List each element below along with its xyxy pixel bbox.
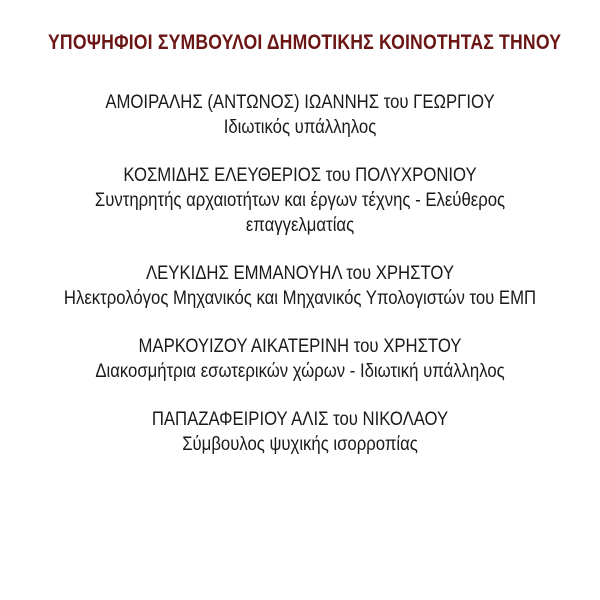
candidate-occupation: Σύμβουλος ψυχικής ισορροπίας — [182, 434, 418, 455]
candidate-occupation: Ηλεκτρολόγος Μηχανικός και Μηχανικός Υπολογιστών του ΕΜΠ — [63, 288, 537, 309]
candidate-occupation: Διακοσμήτρια εσωτερικών χώρων - Ιδιωτική υπάλληλος — [95, 361, 505, 382]
candidate-name: ΛΕΥΚΙΔΗΣ ΕΜΜΑΝΟΥΗΛ του ΧΡΗΣΤΟΥ — [145, 263, 454, 284]
candidate-item — [0, 261, 600, 311]
candidate-occupation: Ιδιωτικός υπάλληλος — [223, 117, 377, 138]
candidate-name: ΚΟΣΜΙΔΗΣ ΕΛΕΥΘΕΡΙΟΣ του ΠΟΛΥΧΡΟΝΙΟΥ — [123, 165, 477, 186]
candidate-item — [0, 163, 600, 238]
candidate-occupation: Συντηρητής αρχαιοτήτων και έργων τέχνης - Ελεύθερος επαγγελματίας — [94, 190, 506, 236]
candidate-item — [0, 407, 600, 457]
page-title: ΥΠΟΨΗΦΙΟΙ ΣΥΜΒΟΥΛΟΙ ΔΗΜΟΤΙΚΗΣ ΚΟΙΝΟΤΗΤΑΣ ΤΗΝΟΥ — [48, 31, 562, 54]
candidate-name: ΜΑΡΚΟΥΙΖΟΥ ΑΙΚΑΤΕΡΙΝΗ του ΧΡΗΣΤΟΥ — [138, 336, 462, 357]
candidate-name: ΑΜΟΙΡΑΛΗΣ (ΑΝΤΩΝΟΣ) ΙΩΑΝΝΗΣ του ΓΕΩΡΓΙΟΥ — [105, 92, 495, 113]
candidate-item — [0, 334, 600, 384]
candidate-name: ΠΑΠΑΖΑΦΕΙΡΙΟΥ ΑΛΙΣ του ΝΙΚΟΛΑΟΥ — [151, 409, 449, 430]
candidate-list — [0, 90, 600, 457]
candidate-item — [0, 90, 600, 140]
